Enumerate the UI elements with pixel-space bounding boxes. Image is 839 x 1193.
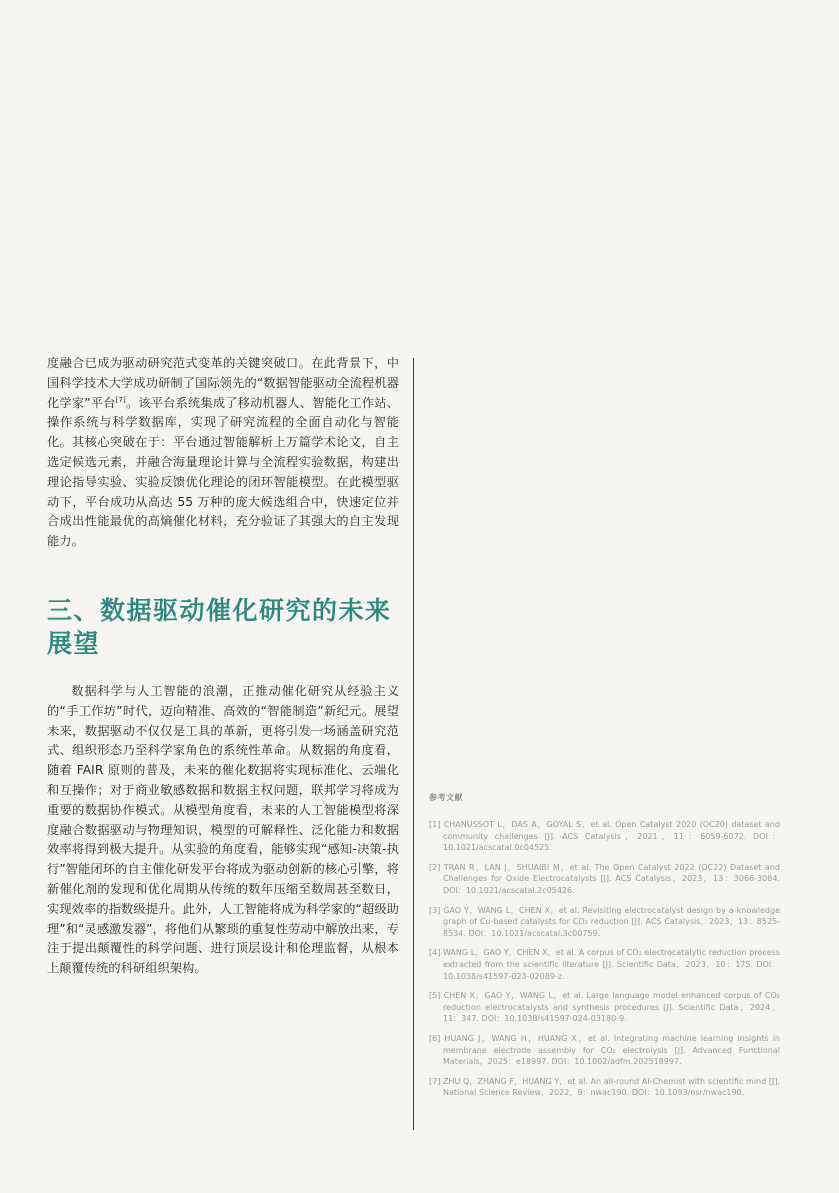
reference-item: [5] CHEN X，GAO Y，WANG L，et al. Large language model enhanced corpus of CO₂ reduction electrocatalysts and synthesis procedures [J]. Scientific Data，2024，11：347. DOI：10.1038/s41597-024-03180-9. — [429, 991, 780, 1024]
section-paragraph: 数据科学与人工智能的浪潮，正推动催化研究从经验主义的“手工作坊”时代，迈向精准、高效的“智能制造”新纪元。展望未来，数据驱动不仅仅是工具的革新，更将引发一场涵盖研究范式、组织形态乃至科学家角色的系统性革命。从数据的角度看，随着 FAIR 原则的普及，未来的催化数据将实现标准化、云端化和互操作；对于商业敏感数据和数据主权问题，联邦学习将成为重要的数据协作模式。从模型角度看，未来的人工智能模型将深度融合数据驱动与物理知识，模型的可解释性、泛化能力和数据效率将得到极大提升。从实验的角度看，能够实现“感知-决策-执行”智能闭环的自主催化研发平台将成为驱动创新的核心引擎，将新催化剂的发现和优化周期从传统的数年压缩至数周甚至数日，实现效率的指数级提升。此外，人工智能将成为科学家的“超级助理”和“灵感激发器”，将他们从繁琐的重复性劳动中解放出来，专注于提出颠覆性的科学问题、进行顶层设计和伦理监督，从根本上颠覆传统的科研组织架构。 — [47, 683, 399, 976]
reference-item: [3] GAO Y，WANG L，CHEN X，et al. Revisiting electrocatalyst design by a knowledge graph of Cu-based catalysts for CO₂ reduction [J]. ACS Catalysis，2023，13：8525-8534. DOI：10.1021/acscatal.3c00759. — [429, 905, 780, 938]
reference-item: [4] WANG L，GAO Y，CHEN X，et al. A corpus of CO₂ electrocatalytic reduction process extracted from the scientific literature [J]. Scientific Data，2023，10：175. DOI：10.1038/s41597-023-02089-z. — [429, 948, 780, 981]
reference-item: [7] ZHU Q，ZHANG F，HUANG Y，et al. An all-round AI-Chemist with scientific mind [J]. National Science Review，2022，9：nwac190. DOI：10.1093/nsr/nwac190. — [429, 1076, 780, 1098]
intro-text-start: 度融合已成为驱动研究范式变革的关键突破口。在此背景下，中国科学技术大学成功研制了国际领先的“数据智能驱动全流程机器化学家”平台 — [47, 356, 399, 410]
main-column — [47, 354, 399, 979]
intro-paragraph — [47, 354, 399, 552]
reference-item: [6] HUANG J，WANG H，HUANG X，et al. Integrating machine learning insights in membrane electrode assembly for CO₂ electrolysis [J]. Advanced Functional Materials，2025：e18997. DOI：10.1002/adfm.202518997. — [429, 1033, 780, 1067]
column-divider — [413, 358, 414, 1130]
citation-link-7[interactable]: [7] — [115, 395, 126, 404]
section-heading: 三、数据驱动催化研究的未来展望 — [47, 595, 392, 658]
references-column — [429, 792, 780, 1107]
references-title: 参考文献 — [429, 793, 463, 802]
intro-text-end: 。该平台系统集成了移动机器人、智能化工作站、操作系统与科学数据库，实现了研究流程的全面自动化与智能化。其核心突破在于：平台通过智能解析上万篇学术论文，自主选定候选元素，并融合海量理论计算与全流程实验数据，构建出理论指导实验、实验反馈优化理论的闭环智能模型。在此模型驱动下，平台成功从高达 55 万种的庞大候选组合中，快速定位并合成出性能最优的高熵催化材料，充分验证了其强大的自主发现能力。 — [47, 395, 399, 549]
reference-item: [1] CHANUSSOT L，DAS A，GOYAL S，et al. Open Catalyst 2020 (OC20) dataset and community challenges [J]. ACS Catalysis，2021，11：6059-6072. DOI：10.1021/acscatal.0c04525. — [429, 820, 780, 853]
reference-item: [2] TRAN R，LAN J，SHUAIBI M，et al. The Open Catalyst 2022 (OC22) Dataset and Challenges for Oxide Electrocatalysts [J]. ACS Catalysis，2023，13：3066-3084. DOI：10.1021/acscatal.2c05426. — [429, 862, 780, 895]
